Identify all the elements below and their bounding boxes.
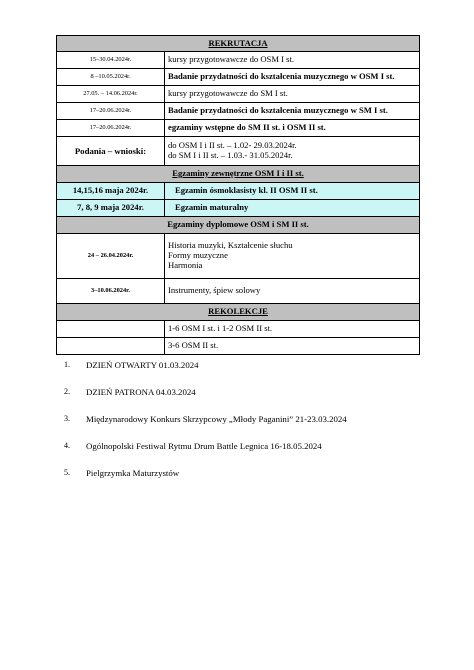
list-number: 1.: [64, 360, 70, 369]
row-text: Instrumenty, śpiew solowy: [165, 279, 420, 304]
rekolekcje-header: REKOLEKCJE: [57, 304, 420, 321]
table-row: [57, 86, 420, 103]
row-text: Badanie przydatności do kształcenia muzycznego w OSM I st.: [165, 69, 420, 86]
table-row: [57, 69, 420, 86]
applications-line-1: do OSM I i II st. – 1.02- 29.03.2024r.: [168, 140, 297, 151]
row-date: 14,15,16 maja 2024r.: [57, 183, 165, 200]
row-date: 7, 8, 9 maja 2024r.: [57, 200, 165, 217]
list-text: Międzynarodowy Konkurs Skrzypcowy „Młody Paganini” 21-23.03.2024: [86, 414, 347, 424]
row-text: 3-6 OSM II st.: [165, 338, 420, 355]
applications-line-2: do SM I i II st. – 1.03.- 31.05.2024r.: [168, 150, 293, 160]
table-row: [57, 183, 420, 200]
list-number: 5.: [64, 468, 70, 477]
row-date: 3–10.06.2024r.: [57, 279, 165, 304]
row-date: 17–20.06.2024r.: [57, 103, 165, 120]
table-row: [57, 200, 420, 217]
row-text: Badanie przydatności do kształcenia muzycznego w SM I st.: [165, 103, 420, 120]
schedule-table: [56, 35, 420, 355]
row-text: egzaminy wstępne do SM II st. i OSM II st.: [165, 120, 420, 137]
subject-line: Historia muzyki, Kształcenie słuchu: [168, 240, 293, 251]
empty-cell: [57, 338, 165, 355]
table-row: [57, 234, 420, 279]
list-text: Ogólnopolski Festiwal Rytmu Drum Battle Legnica 16-18.05.2024: [86, 441, 322, 451]
table-row: [57, 279, 420, 304]
row-text: Egzamin ósmoklasisty kl. II OSM II st.: [165, 183, 420, 200]
list-number: 3.: [64, 414, 70, 423]
row-text: Egzamin maturalny: [165, 200, 420, 217]
list-number: 2.: [64, 387, 70, 396]
applications-row: [57, 137, 420, 166]
recruitment-header: REKRUTACJA: [57, 36, 420, 52]
row-date: 17–20.06.2024r.: [57, 120, 165, 137]
row-date: 15–30.04.2024r.: [57, 52, 165, 69]
list-number: 4.: [64, 441, 70, 450]
applications-label: Podania – wnioski:: [57, 137, 165, 166]
list-text: DZIEŃ PATRONA 04.03.2024: [86, 387, 196, 397]
row-text: [165, 234, 420, 279]
table-row: [57, 120, 420, 137]
table-row: [57, 338, 420, 355]
subject-line: Formy muzyczne: [168, 250, 228, 261]
row-text: kursy przygotowawcze do OSM I st.: [165, 52, 420, 69]
subject-line: Harmonia: [168, 259, 203, 270]
row-date: 24 – 26.04.2024r.: [57, 234, 165, 279]
table-row: [57, 52, 420, 69]
table-row: [57, 103, 420, 120]
row-text: kursy przygotowawcze do SM I st.: [165, 86, 420, 103]
row-date: 8 –10.05.2024r.: [57, 69, 165, 86]
row-text: 1-6 OSM I st. i 1-2 OSM II st.: [165, 321, 420, 338]
table-row: [57, 321, 420, 338]
diploma-exams-header: Egzaminy dyplomowe OSM i SM II st.: [57, 217, 420, 234]
list-text: DZIEŃ OTWARTY 01.03.2024: [86, 360, 199, 370]
empty-cell: [57, 321, 165, 338]
list-text: Pielgrzymka Maturzystów: [86, 468, 180, 478]
external-exams-header: Egzaminy zewnętrzne OSM I i II st.: [57, 166, 420, 183]
applications-dates: [165, 137, 420, 166]
row-date: 27.05. – 14.06.2024r.: [57, 86, 165, 103]
